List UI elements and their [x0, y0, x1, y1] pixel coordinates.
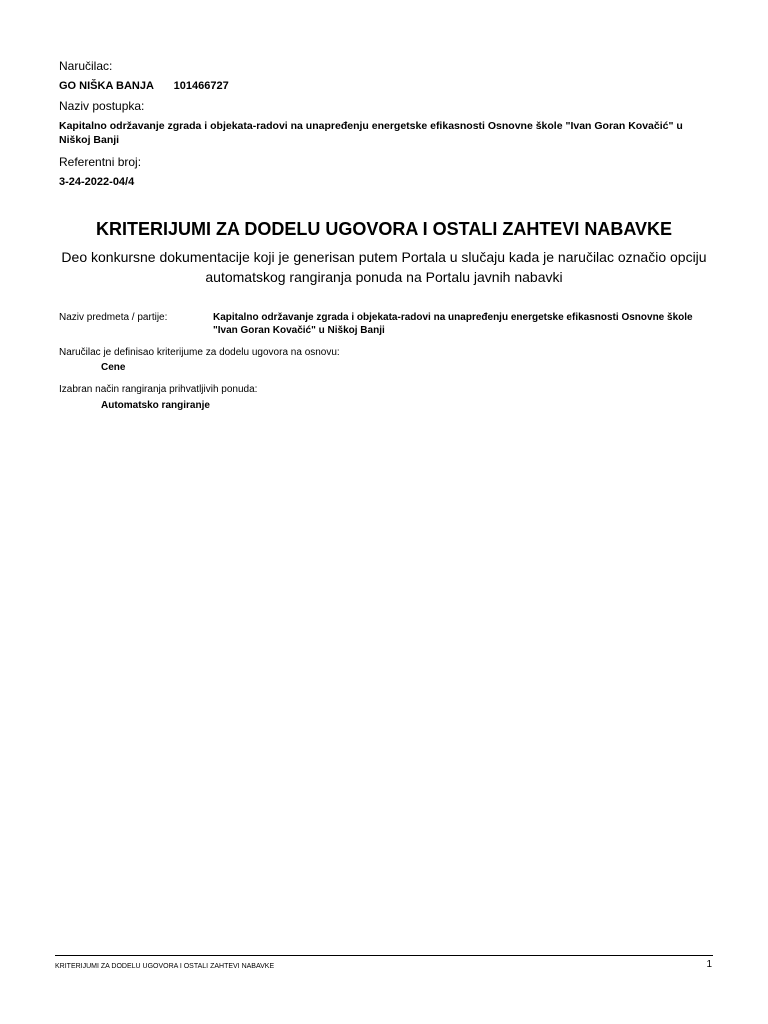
footer-divider [55, 955, 713, 956]
postupak-value: Kapitalno održavanje zgrada i objekata-radovi na unapređenju energetske efikasnosti Osnovne škole "Ivan Goran Kovačić" u Niškoj Banji [59, 120, 683, 146]
broj-label: Referentni broj: [59, 155, 142, 169]
narucilac-row [59, 79, 229, 93]
kriterijum-label: Naručilac je definisao kriterijume za dodelu ugovora na osnovu: [59, 347, 340, 358]
predmet-label: Naziv predmeta / partije: [59, 312, 168, 323]
kriterijum-value: Cene [101, 362, 126, 373]
narucilac-label: Naručilac: [59, 59, 113, 73]
document-title: KRITERIJUMI ZA DODELU UGOVORA I OSTALI ZAHTEVI NABAVKE [95, 219, 672, 239]
document-subtitle: Deo konkursne dokumentacije koji je generisan putem Portala u slučaju kada je naručilac označio opciju automatskog rangiranja ponuda na Portalu javnih nabavki [61, 249, 707, 285]
broj-value: 3-24-2022-04/4 [59, 176, 135, 188]
page-number: 1 [706, 959, 712, 970]
narucilac-name: GO NIŠKA BANJA [59, 80, 154, 92]
rangiranje-label: Izabran način rangiranja prihvatljivih ponuda: [59, 384, 258, 395]
predmet-value: Kapitalno održavanje zgrada i objekata-radovi na unapređenju energetske efikasnosti Osnovne škole "Ivan Goran Kovačić" u Niškoj Banji [213, 312, 693, 336]
rangiranje-value: Automatsko rangiranje [101, 400, 210, 411]
postupak-label: Naziv postupka: [59, 99, 145, 113]
footer-text: KRITERIJUMI ZA DODELU UGOVORA I OSTALI ZAHTEVI NABAVKE [55, 963, 275, 970]
narucilac-id: 101466727 [173, 80, 229, 92]
